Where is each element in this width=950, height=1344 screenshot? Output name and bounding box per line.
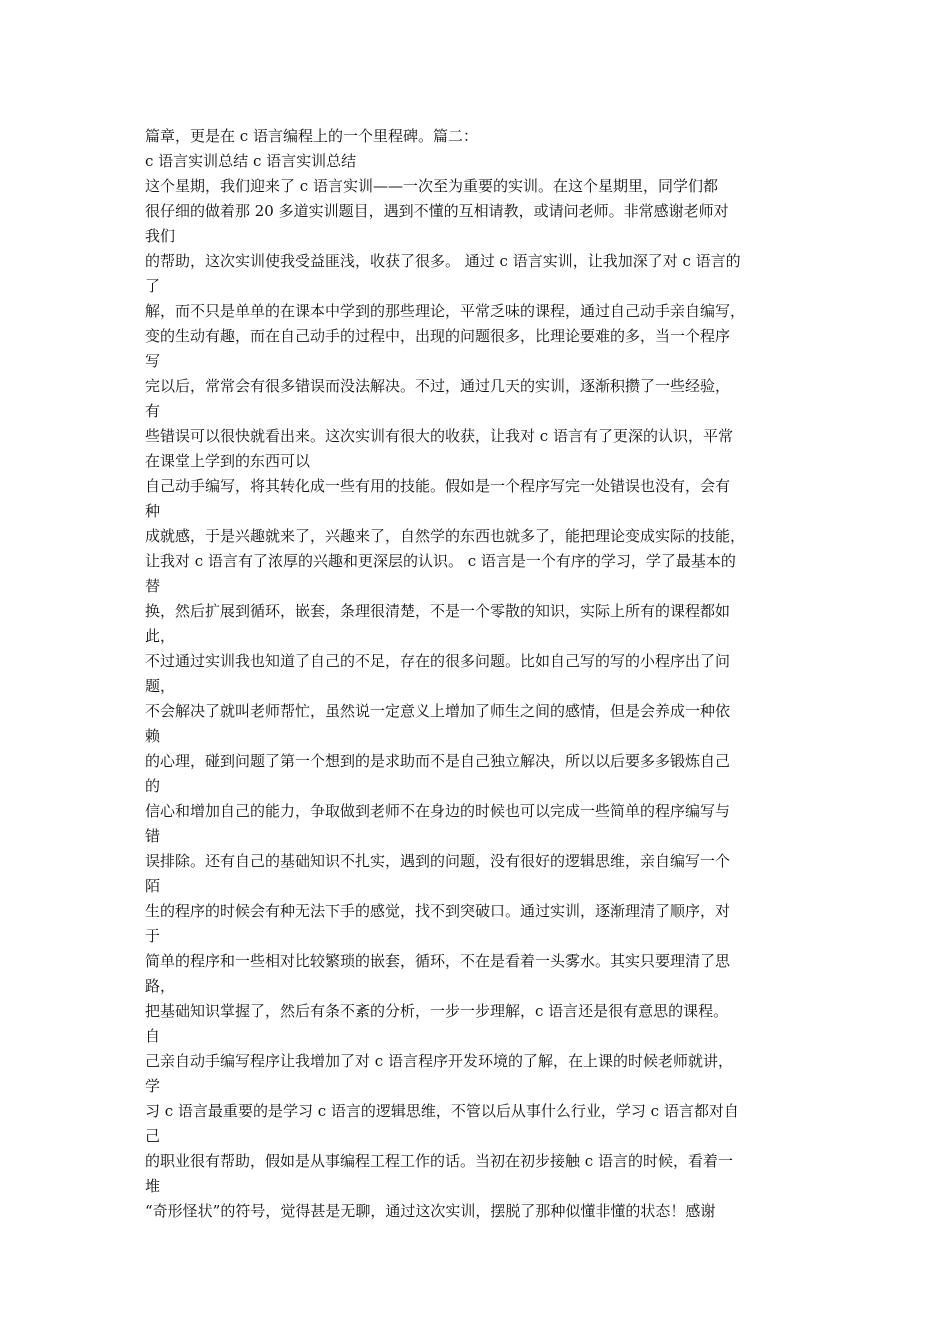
text-line: 不过通过实训我也知道了自己的不足，存在的很多问题。比如自己写的写的小程序出了问: [145, 652, 731, 670]
text-line: 的: [145, 777, 161, 795]
text-line: 的心理，碰到问题了第一个想到的是求助而不是自己独立解决，所以以后要多多锻炼自己: [145, 752, 731, 770]
text-line: 种: [145, 502, 161, 520]
text-line: 替: [145, 577, 161, 595]
text-line: 此，: [145, 627, 176, 645]
text-line: 了: [145, 277, 161, 295]
text-line: 的职业很有帮助，假如是从事编程工程工作的话。当初在初步接触 c 语言的时候，看着一: [145, 1152, 733, 1170]
text-line: 成就感，于是兴趣就来了，兴趣来了，自然学的东西也就多了，能把理论变成实际的技能，: [145, 527, 746, 545]
text-line: 生的程序的时候会有种无法下手的感觉，找不到突破口。通过实训，逐渐理清了顺序，对: [145, 902, 731, 920]
text-line: 错: [145, 827, 161, 845]
text-line: 写: [145, 352, 161, 370]
text-line: 陌: [145, 877, 161, 895]
text-line: 完以后，常常会有很多错误而没法解决。不过，通过几天的实训，逐渐积攒了一些经验，: [145, 377, 731, 395]
text-line: 让我对 c 语言有了浓厚的兴趣和更深层的认识。 c 语言是一个有序的学习，学了最基本的: [145, 552, 736, 570]
text-line: 解，而不只是单单的在课本中学到的那些理论，平常乏味的课程，通过自己动手亲自编写，: [145, 302, 746, 320]
text-line: 路，: [145, 977, 176, 995]
text-line: 换，然后扩展到循环，嵌套，条理很清楚，不是一个零散的知识，实际上所有的课程都如: [145, 602, 731, 620]
text-line: 自己动手编写，将其转化成一些有用的技能。假如是一个程序写完一处错误也没有，会有: [145, 477, 731, 495]
text-line: c 语言实训总结 c 语言实训总结: [145, 152, 357, 170]
text-line: 于: [145, 927, 161, 945]
text-line: 习 c 语言最重要的是学习 c 语言的逻辑思维，不管以后从事什么行业，学习 c 语言都对自: [145, 1102, 739, 1120]
text-line: 的帮助，这次实训使我受益匪浅，收获了很多。 通过 c 语言实训，让我加深了对 c 语言的: [145, 252, 741, 270]
text-line: 简单的程序和一些相对比较繁琐的嵌套，循环，不在是看着一头雾水。其实只要理清了思: [145, 952, 731, 970]
text-line: 很仔细的做着那 20 多道实训题目，遇到不懂的互相请教，或请问老师。非常感谢老师对: [145, 202, 729, 220]
text-line: 堆: [145, 1177, 161, 1195]
text-line: 学: [145, 1077, 161, 1095]
text-line: 题，: [145, 677, 176, 695]
text-line: 有: [145, 402, 161, 420]
text-line: 自: [145, 1027, 161, 1045]
text-line: 变的生动有趣，而在自己动手的过程中，出现的问题很多，比理论要难的多，当一个程序: [145, 327, 731, 345]
text-line: 信心和增加自己的能力，争取做到老师不在身边的时候也可以完成一些简单的程序编写与: [145, 802, 731, 820]
text-line: 在课堂上学到的东西可以: [145, 452, 311, 470]
text-line: “奇形怪状”的符号，觉得甚是无聊，通过这次实训，摆脱了那种似懂非懂的状态！感谢: [145, 1202, 716, 1220]
text-line: 误排除。还有自己的基础知识不扎实，遇到的问题，没有很好的逻辑思维，亲自编写一个: [145, 852, 731, 870]
text-line: 把基础知识掌握了，然后有条不紊的分析，一步一步理解，c 语言还是很有意思的课程。: [145, 1002, 729, 1020]
text-line: 篇章，更是在 c 语言编程上的一个里程碑。篇二：: [145, 127, 478, 145]
text-line: 我们: [145, 227, 176, 245]
text-line: 己: [145, 1127, 161, 1145]
text-line: 这个星期，我们迎来了 c 语言实训——一次至为重要的实训。在这个星期里，同学们都: [145, 177, 718, 195]
text-line: 不会解决了就叫老师帮忙，虽然说一定意义上增加了师生之间的感情，但是会养成一种依: [145, 702, 731, 720]
text-line: 些错误可以很快就看出来。这次实训有很大的收获，让我对 c 语言有了更深的认识，平常: [145, 427, 733, 445]
text-line: 赖: [145, 727, 161, 745]
document-body: [145, 124, 810, 1224]
text-line: 己亲自动手编写程序让我增加了对 c 语言程序开发环境的了解，在上课的时候老师就讲，: [145, 1052, 733, 1070]
